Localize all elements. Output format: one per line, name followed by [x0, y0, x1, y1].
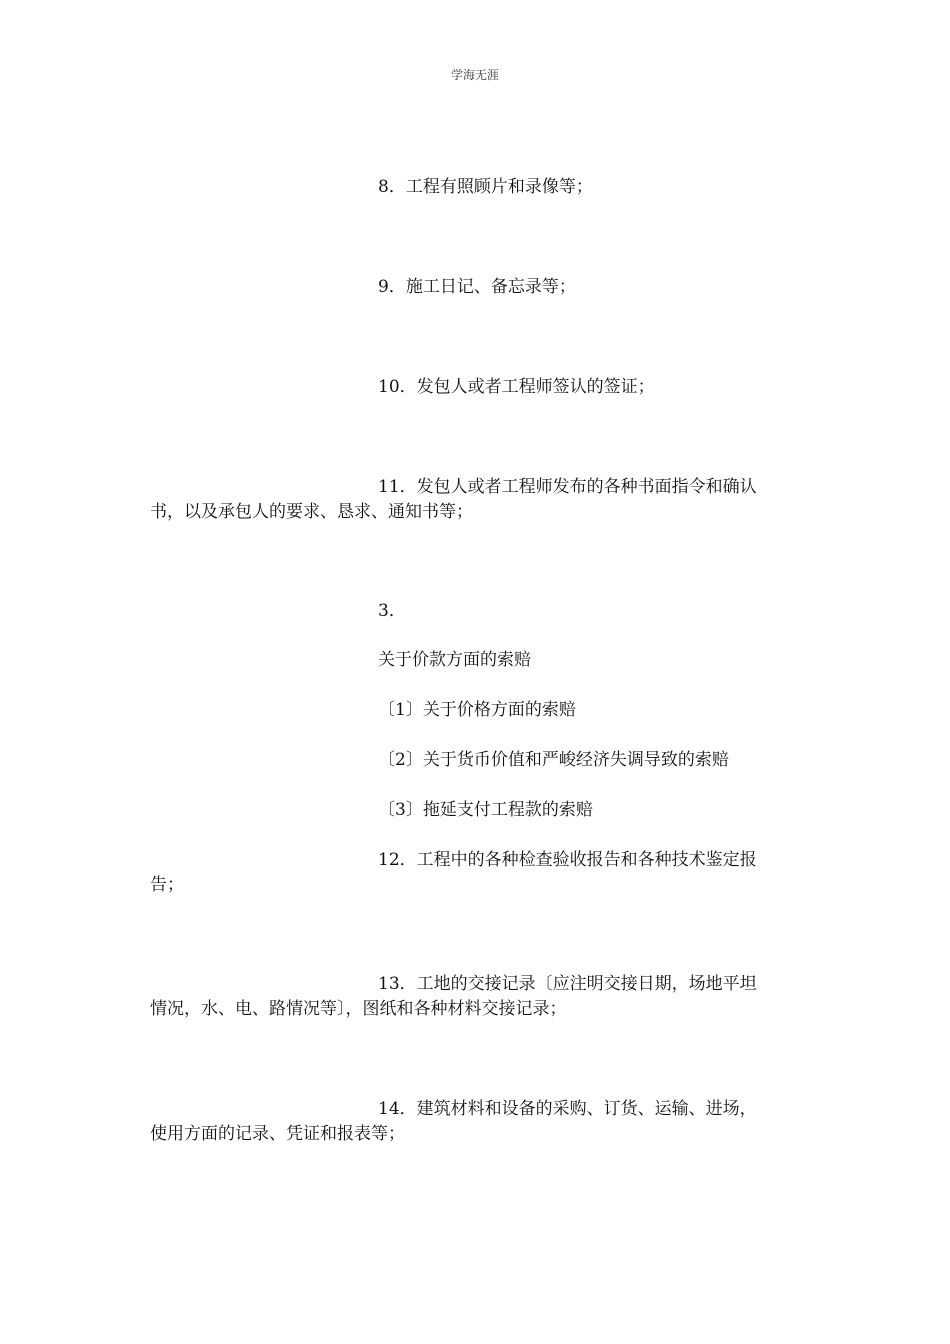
list-item-10: 10．发包人或者工程师签认的签证；: [378, 377, 655, 397]
sub-item-2: 〔2〕关于货币价值和严峻经济失调导致的索赔: [378, 750, 729, 770]
list-item-14-line2: 使用方面的记录、凭证和报表等；: [150, 1124, 405, 1144]
list-item-12-line2: 告；: [150, 875, 184, 895]
section-3-title: 关于价款方面的索赔: [378, 650, 531, 670]
section-3-number: 3．: [378, 601, 406, 621]
list-item-14-line1: 14．建筑材料和设备的采购、订货、运输、进场，: [378, 1099, 757, 1119]
list-item-12-line1: 12．工程中的各种检查验收报告和各种技术鉴定报: [378, 850, 757, 870]
list-item-13-line2: 情况，水、电、路情况等〕，图纸和各种材料交接记录；: [150, 999, 567, 1019]
sub-item-3: 〔3〕拖延支付工程款的索赔: [378, 800, 593, 820]
list-item-8: 8．工程有照顾片和录像等；: [378, 177, 593, 197]
list-item-11-line1: 11．发包人或者工程师发布的各种书面指令和确认: [378, 477, 757, 497]
list-item-13-line1: 13．工地的交接记录〔应注明交接日期，场地平坦: [378, 974, 757, 994]
list-item-9: 9．施工日记、备忘录等；: [378, 277, 576, 297]
list-item-11-line2: 书，以及承包人的要求、恳求、通知书等；: [150, 502, 473, 522]
page-header: 学海无涯: [450, 68, 499, 82]
sub-item-1: 〔1〕关于价格方面的索赔: [378, 700, 576, 720]
